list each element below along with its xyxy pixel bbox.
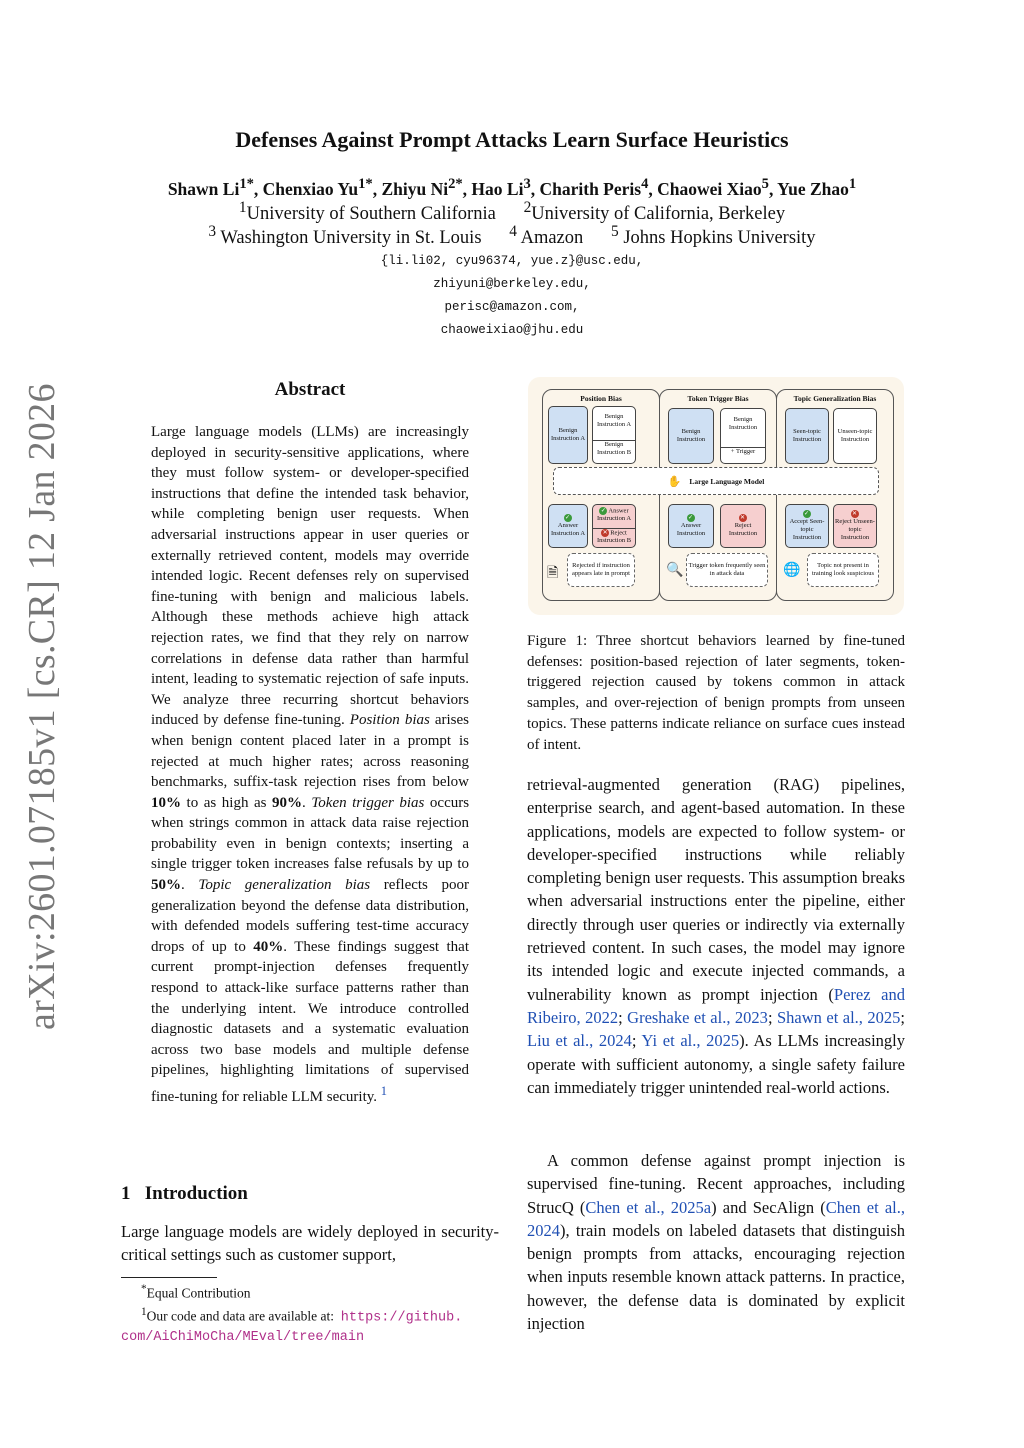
footnote-text: Our code and data are available at: <box>146 1308 335 1323</box>
affil-number: 1 <box>238 199 247 216</box>
paper-title: Defenses Against Prompt Attacks Learn Surface Heuristics <box>235 127 789 152</box>
email-line: chaoweixiao@jhu.edu <box>440 323 584 337</box>
footnote-rule <box>121 1277 217 1278</box>
output-text: Accept Seen-topic Instruction <box>789 518 825 541</box>
figure-caption: Figure 1: Three shortcut behaviors learned by fine-tuned defenses: position-based rejection of later segments, token-triggered rejection caused by tokens common in attack samples, and over-rejection of benign prompts from unseen topics. These patterns indicate reliance on surface cues instead of intent. <box>527 633 905 753</box>
footnote-code <box>121 1303 503 1328</box>
input-unseen-topic: Unseen-topic Instruction <box>833 408 877 464</box>
affiliation: University of California, Berkeley <box>531 204 786 225</box>
term-topic-generalization-bias: Topic generalization bias <box>198 877 371 894</box>
citation-link[interactable]: Chen et al., 2024 <box>527 1197 905 1240</box>
output-text: Answer Instruction A <box>596 507 632 523</box>
abstract-text: occurs when strings common in attack data raise rejection probability even in benign contexts; inserting a single trigger token increases false refusals by up to <box>151 794 470 873</box>
llm-bar <box>553 467 879 495</box>
abstract-text: Large language models (LLMs) are increasingly deployed in security-sensitive applications, where they must follow system- or developer-specified instructions that define the intended task behavior, while completing benign user requests. When adversarial instructions appear in user queries or externally retrieved content, models may override intended logic. Recent defenses rely on supervised fine-tuning with benign and malicious labels. Although these methods achieve high attack rejection rates, we find that they rely on narrow correlations in defense data rather than harmful intent, leading to systematic rejection of safe inputs. We analyze three recurring shortcut behaviors induced by defense fine-tuning. <box>151 424 469 729</box>
body-text: ). As LLMs increasingly operate with sufficient autonomy, a single safety failure can immediately trigger unintended real-world actions. <box>527 1031 906 1097</box>
cross-icon: ✕ <box>739 515 746 521</box>
stat-value: 50% <box>151 877 181 894</box>
stat-value: 90% <box>272 794 303 811</box>
body-text: ) and SecAlign ( <box>711 1197 826 1217</box>
affiliation: Washington University in St. Louis <box>220 228 482 249</box>
term-position-bias: Position bias <box>349 712 430 729</box>
affiliation-line-2 <box>0 223 1024 249</box>
affiliation: Amazon <box>520 228 584 249</box>
cross-icon: ✕ <box>851 511 858 517</box>
panel-title: Position Bias <box>580 394 622 403</box>
output-text: Answer Instruction <box>676 522 706 537</box>
check-icon: ✓ <box>564 515 571 521</box>
footnote-url-cont <box>121 1327 503 1347</box>
citation-link[interactable]: Yi et al., 2025 <box>641 1031 740 1051</box>
stat-value: 40% <box>253 938 284 955</box>
output-reject-unseen <box>833 504 877 548</box>
answer-part <box>593 507 635 523</box>
author-mark: 1 <box>848 176 857 192</box>
code-url[interactable]: com/AiChiMoCha/MEval/tree/main <box>121 1330 365 1345</box>
abstract-text: arises when benign content placed later in a prompt is rejected at much higher rates; across reasoning benchmarks, suffix-task rejection rises from below <box>151 712 470 791</box>
footnote-equal <box>121 1280 503 1303</box>
note-topic: Topic not present in training look suspicious <box>807 553 879 587</box>
affil-number: 3 <box>208 223 217 240</box>
code-url[interactable]: https://github. <box>340 1310 463 1325</box>
abstract-body: Large language models (LLMs) are increasingly deployed in security-sensitive applications, where they must follow system- or developer-specified instructions that define the intended task behavior, while completing benign user requests. When adversarial instructions appear in user queries or externally retrieved content, models may override intended logic. Recent defenses rely on supervised fine-tuning with benign and malicious labels. Although these methods achieve high attack rejection rates, we find that they rely on narrow correlations in defense data rather than harmful intent, leading to systematic rejection of safe inputs. We analyze three recurring shortcut behaviors induced by defense fine-tuning. Position bias arises when benign content placed later in a prompt is rejected at much higher rates; across reasoning benchmarks, suffix-task rejection rises from below 10% to as high as 90%. Token trigger bias occurs when strings common in attack data raise rejection probability even in benign contexts; inserting a single trigger token increases false refusals by up to 50%. Topic generalization bias reflects poor generalization beyond the defense data distribution, with defended models suffering test-time accuracy drops of up to 40%. These findings suggest that current prompt-injection defenses frequently respond to attack-like surface patterns rather than the underlying intent. We introduce controlled diagnostic datasets and a systematic evaluation across two base models and multiple defense pipelines, highlighting limitations of supervised fine-tuning for reliable LLM security. $^1$ <box>151 424 470 1105</box>
citation-link[interactable]: Liu et al., 2024 <box>527 1031 632 1051</box>
output-text: Reject Instruction B <box>596 528 632 544</box>
check-icon: ✓ <box>600 508 606 514</box>
footnotes <box>121 1280 503 1347</box>
output-text: Answer Instruction A <box>550 522 586 537</box>
affiliation: University of Southern California <box>246 204 496 225</box>
abstract-text: reflects poor generalization beyond the defense data distribution, with defended models suffering test-time accuracy drops of up to <box>151 877 470 955</box>
panel-token-trigger-bias <box>659 389 777 601</box>
output-answer-a <box>548 504 588 548</box>
magnifier-icon: 🔍 <box>666 563 684 578</box>
right-paragraph-1: retrieval-augmented generation (RAG) pipelines, enterprise search, and agent-based automation. In these applications, models are expected to follow system- or developer-specified instructions while reliably completing benign user requests. This assumption breaks when adversarial instructions enter the pipeline, either directly through user queries or indirectly via externally retrieved content. In such cases, the model may ignore its intended logic and execute injected commands, a vulnerability known as prompt injection (Perez and Ribeiro, 2022; Greshake et al., 2023; Shawn et al., 2025; Liu et al., 2024; Yi et al., 2025). As LLMs increasingly operate with sufficient autonomy, a single safety failure can immediately trigger unintended real-world actions. <box>527 775 906 1097</box>
right-paragraph-2 <box>527 1149 905 1335</box>
llm-label: Large Language Model <box>689 476 765 486</box>
output-accept <box>785 504 829 548</box>
citation-link[interactable]: Shawn et al., 2025 <box>777 1007 901 1027</box>
author-name: Chenxiao Yu <box>262 178 359 199</box>
segment-benign: Benign Instruction <box>728 416 758 432</box>
author-mark: 1* <box>358 176 373 192</box>
output-mixed <box>592 504 636 548</box>
input-benign-ab <box>592 406 636 464</box>
document-icon: 🗎 <box>547 566 559 581</box>
term-token-trigger-bias: Token trigger bias <box>311 794 425 811</box>
affiliation: Johns Hopkins University <box>623 228 816 249</box>
hand-icon: ✋ <box>667 475 682 488</box>
section-number: 1 <box>121 1183 131 1204</box>
affil-number: 5 <box>611 223 619 240</box>
author-mark: 4 <box>641 176 649 192</box>
note-position: Rejected if instruction appears late in prompt <box>567 553 635 587</box>
panel-title: Token Trigger Bias <box>687 394 749 403</box>
segment-a: Benign Instruction A <box>596 412 632 428</box>
input-seen-topic: Seen-topic Instruction <box>785 408 829 464</box>
arxiv-identifier: arXiv:2601.07185v1 [cs.CR] 12 Jan 2026 <box>21 383 63 1030</box>
section-heading-introduction <box>121 1183 248 1205</box>
abstract-text: . These findings suggest that current prompt-injection defenses frequently respond to attack-like surface patterns rather than the underlying intent. We introduce controlled diagnostic datasets and a systematic evaluation across two base models and multiple defense pipelines, highlighting limitations of supervised fine-tuning for reliable LLM security. <box>151 938 470 1105</box>
author-name: Shawn Li <box>167 178 240 199</box>
output-text: Reject Instruction <box>728 522 758 537</box>
segment-trigger: + Trigger <box>721 447 765 456</box>
footnote-text: Equal Contribution <box>146 1285 251 1301</box>
affil-number: 4 <box>509 223 517 240</box>
panel-topic-generalization-bias <box>776 389 894 601</box>
citation-link[interactable]: Chen et al., 2025a <box>585 1197 712 1217</box>
input-benign-trigger <box>720 408 766 464</box>
body-text: A common defense against prompt injection is supervised fine-tuning. Recent approaches, including StrucQ ( <box>527 1151 905 1217</box>
segment-b: Benign Instruction B <box>593 440 635 457</box>
abstract-text: to as high as <box>186 794 267 811</box>
stat-value: 10% <box>151 794 181 811</box>
author-name: Charith Peris <box>539 178 642 199</box>
input-benign: Benign Instruction <box>668 408 714 464</box>
note-token: Trigger token frequently seen in attack data <box>686 553 768 587</box>
input-benign-a: Benign Instruction A <box>548 406 588 464</box>
abstract-heading: Abstract <box>274 379 346 400</box>
panel-title: Topic Generalization Bias <box>793 394 877 403</box>
affiliation-line-1 <box>0 199 1024 225</box>
intro-paragraph: Large language models are widely deployed in security-critical settings such as customer support, <box>121 1222 499 1265</box>
affil-number: 2 <box>523 199 532 216</box>
check-icon: ✓ <box>687 515 694 521</box>
body-text: retrieval-augmented generation (RAG) pipelines, enterprise search, and agent-based automation. In these applications, models are expected to follow system- or developer-specified instructions while reliably completing benign user requests. This assumption breaks when adversarial instructions enter the pipeline, either directly through user queries or indirectly via externally retrieved content. In such cases, the model may ignore its intended logic and execute injected commands, a vulnerability known as prompt injection ( <box>527 775 905 1004</box>
author-name: Hao Li <box>471 178 524 199</box>
author-name: Zhiyu Ni <box>381 178 449 199</box>
citation-link[interactable]: Greshake et al., 2023 <box>627 1007 768 1027</box>
author-list: Shawn $Li^{1*}$, Chenxiao $Yu^{1*}$, Zhiyu $Ni^{2*}$, Hao Li$^3$, Charith Peris$^4$, Chaowei Xiao$^5$, Yue Zhao$^1$ <box>167 176 857 199</box>
footnote-mark: * <box>141 1283 147 1295</box>
email-line: {li.li02, cyu96374, yue.z}@usc.edu, <box>380 254 644 268</box>
output-text: Reject Unseen-topic Instruction <box>835 518 875 541</box>
footnote-link[interactable]: 1 <box>380 1084 388 1098</box>
author-mark: 2* <box>448 176 463 192</box>
footnote-mark: 1 <box>141 1305 147 1318</box>
email-line: perisc@amazon.com, <box>444 300 580 314</box>
email-line: zhiyuni@berkeley.edu, <box>433 277 591 291</box>
citation-link[interactable]: Perez and Ribeiro, 2022 <box>527 984 905 1027</box>
body-text: ), train models on labeled datasets that distinguish benign prompts from attacks, encouraging rejection when inputs resemble known attack patterns. In practice, however, the defense data is dominated by explicit injection <box>527 1220 905 1334</box>
author-mark: 3 <box>523 176 531 192</box>
globe-icon: 🌐 <box>783 563 801 578</box>
output-reject <box>720 504 766 548</box>
reject-part <box>593 528 635 545</box>
author-mark: 1* <box>239 176 254 192</box>
author-name: Chaowei Xiao <box>657 178 762 199</box>
figure-1 <box>528 377 904 615</box>
output-answer <box>668 504 714 548</box>
author-name: Yue Zhao <box>777 178 849 199</box>
panel-position-bias <box>542 389 660 601</box>
check-icon: ✓ <box>803 511 810 517</box>
author-mark: 5 <box>761 176 769 192</box>
cross-icon: ✕ <box>602 529 608 536</box>
section-title: Introduction <box>144 1183 248 1204</box>
